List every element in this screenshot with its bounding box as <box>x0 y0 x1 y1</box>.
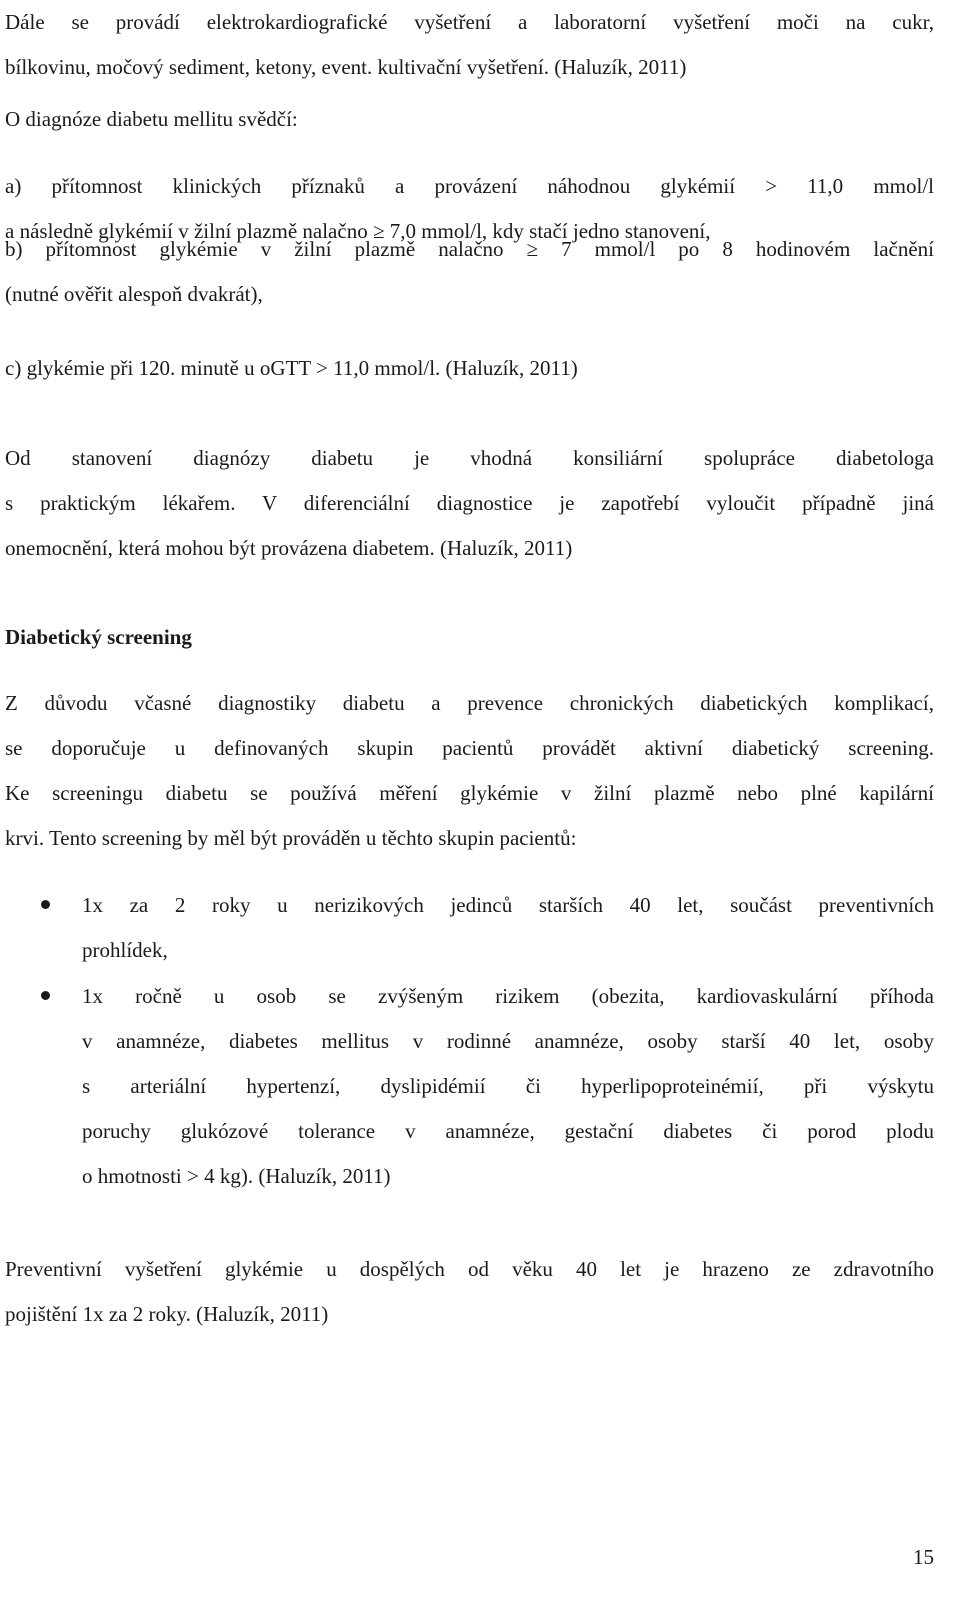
paragraph-line: Preventivní vyšetření glykémie u dospělých od věku 40 let je hrazeno ze zdravotního <box>5 1257 934 1281</box>
paragraph-line: bílkovinu, močový sediment, ketony, event. kultivační vyšetření. (Haluzík, 2011) <box>5 55 687 79</box>
paragraph-criteria-c <box>5 346 934 391</box>
page-number: 15 <box>913 1545 934 1569</box>
paragraph-line: pojištění 1x za 2 roky. (Haluzík, 2011) <box>5 1302 329 1326</box>
paragraph-line: krvi. Tento screening by měl být prováděn u těchto skupin pacientů: <box>5 826 577 850</box>
paragraph-line: a) přítomnost klinických příznaků a provázení náhodnou glykémií > 11,0 mmol/l <box>5 174 934 198</box>
paragraph-line: Z důvodu včasné diagnostiky diabetu a prevence chronických diabetických komplikací, <box>5 691 934 715</box>
list-item <box>0 883 934 973</box>
paragraph-line: b) přítomnost glykémie v žilní plazmě nalačno ≥ 7 mmol/l po 8 hodinovém lačnění <box>5 237 934 261</box>
list-item-line: 1x ročně u osob se zvýšeným rizikem (obezita, kardiovaskulární příhoda <box>82 984 934 1008</box>
bullet-icon <box>41 900 50 909</box>
paragraph-diagnosis-intro <box>5 97 934 142</box>
paragraph-line: s praktickým lékařem. V diferenciální diagnostice je zapotřebí vyloučit případně jiná <box>5 491 934 515</box>
paragraph-line: a následně glykémií v žilní plazmě nalačno ≥ 7,0 mmol/l, kdy stačí jedno stanovení, <box>5 219 711 243</box>
list-item <box>0 974 934 1199</box>
list-item-line: prohlídek, <box>82 938 168 962</box>
paragraph-line: Dále se provádí elektrokardiografické vyšetření a laboratorní vyšetření moči na cukr, <box>5 10 934 34</box>
paragraph-line: se doporučuje u definovaných skupin pacientů provádět aktivní diabetický screening. <box>5 736 934 760</box>
paragraph-line: (nutné ověřit alespoň dvakrát), <box>5 282 263 306</box>
list-item-line: v anamnéze, diabetes mellitus v rodinné anamnéze, osoby starší 40 let, osoby <box>82 1029 934 1053</box>
bullet-list <box>0 883 934 1199</box>
list-item-line: o hmotnosti > 4 kg). (Haluzík, 2011) <box>82 1164 391 1188</box>
paragraph-intro <box>5 0 934 90</box>
paragraph-line: onemocnění, která mohou být provázena diabetem. (Haluzík, 2011) <box>5 536 573 560</box>
paragraph-criteria-b <box>5 227 934 317</box>
paragraph-preventive <box>5 1247 934 1337</box>
paragraph-line: Ke screeningu diabetu se používá měření glykémie v žilní plazmě nebo plné kapilární <box>5 781 934 805</box>
paragraph-line: c) glykémie při 120. minutě u oGTT > 11,0 mmol/l. (Haluzík, 2011) <box>5 356 578 380</box>
paragraph-line: O diagnóze diabetu mellitu svědčí: <box>5 107 298 131</box>
list-item-line: s arteriální hypertenzí, dyslipidémií či hyperlipoproteinémií, při výskytu <box>82 1074 934 1098</box>
bullet-icon <box>41 991 50 1000</box>
paragraph-consult <box>5 436 934 571</box>
paragraph-screening <box>5 681 934 861</box>
paragraph-line: Od stanovení diagnózy diabetu je vhodná konsiliární spolupráce diabetologa <box>5 446 934 470</box>
section-heading: Diabetický screening <box>5 625 192 649</box>
list-item-line: 1x za 2 roky u nerizikových jedinců starších 40 let, součást preventivních <box>82 893 934 917</box>
list-item-line: poruchy glukózové tolerance v anamnéze, gestační diabetes či porod plodu <box>82 1119 934 1143</box>
